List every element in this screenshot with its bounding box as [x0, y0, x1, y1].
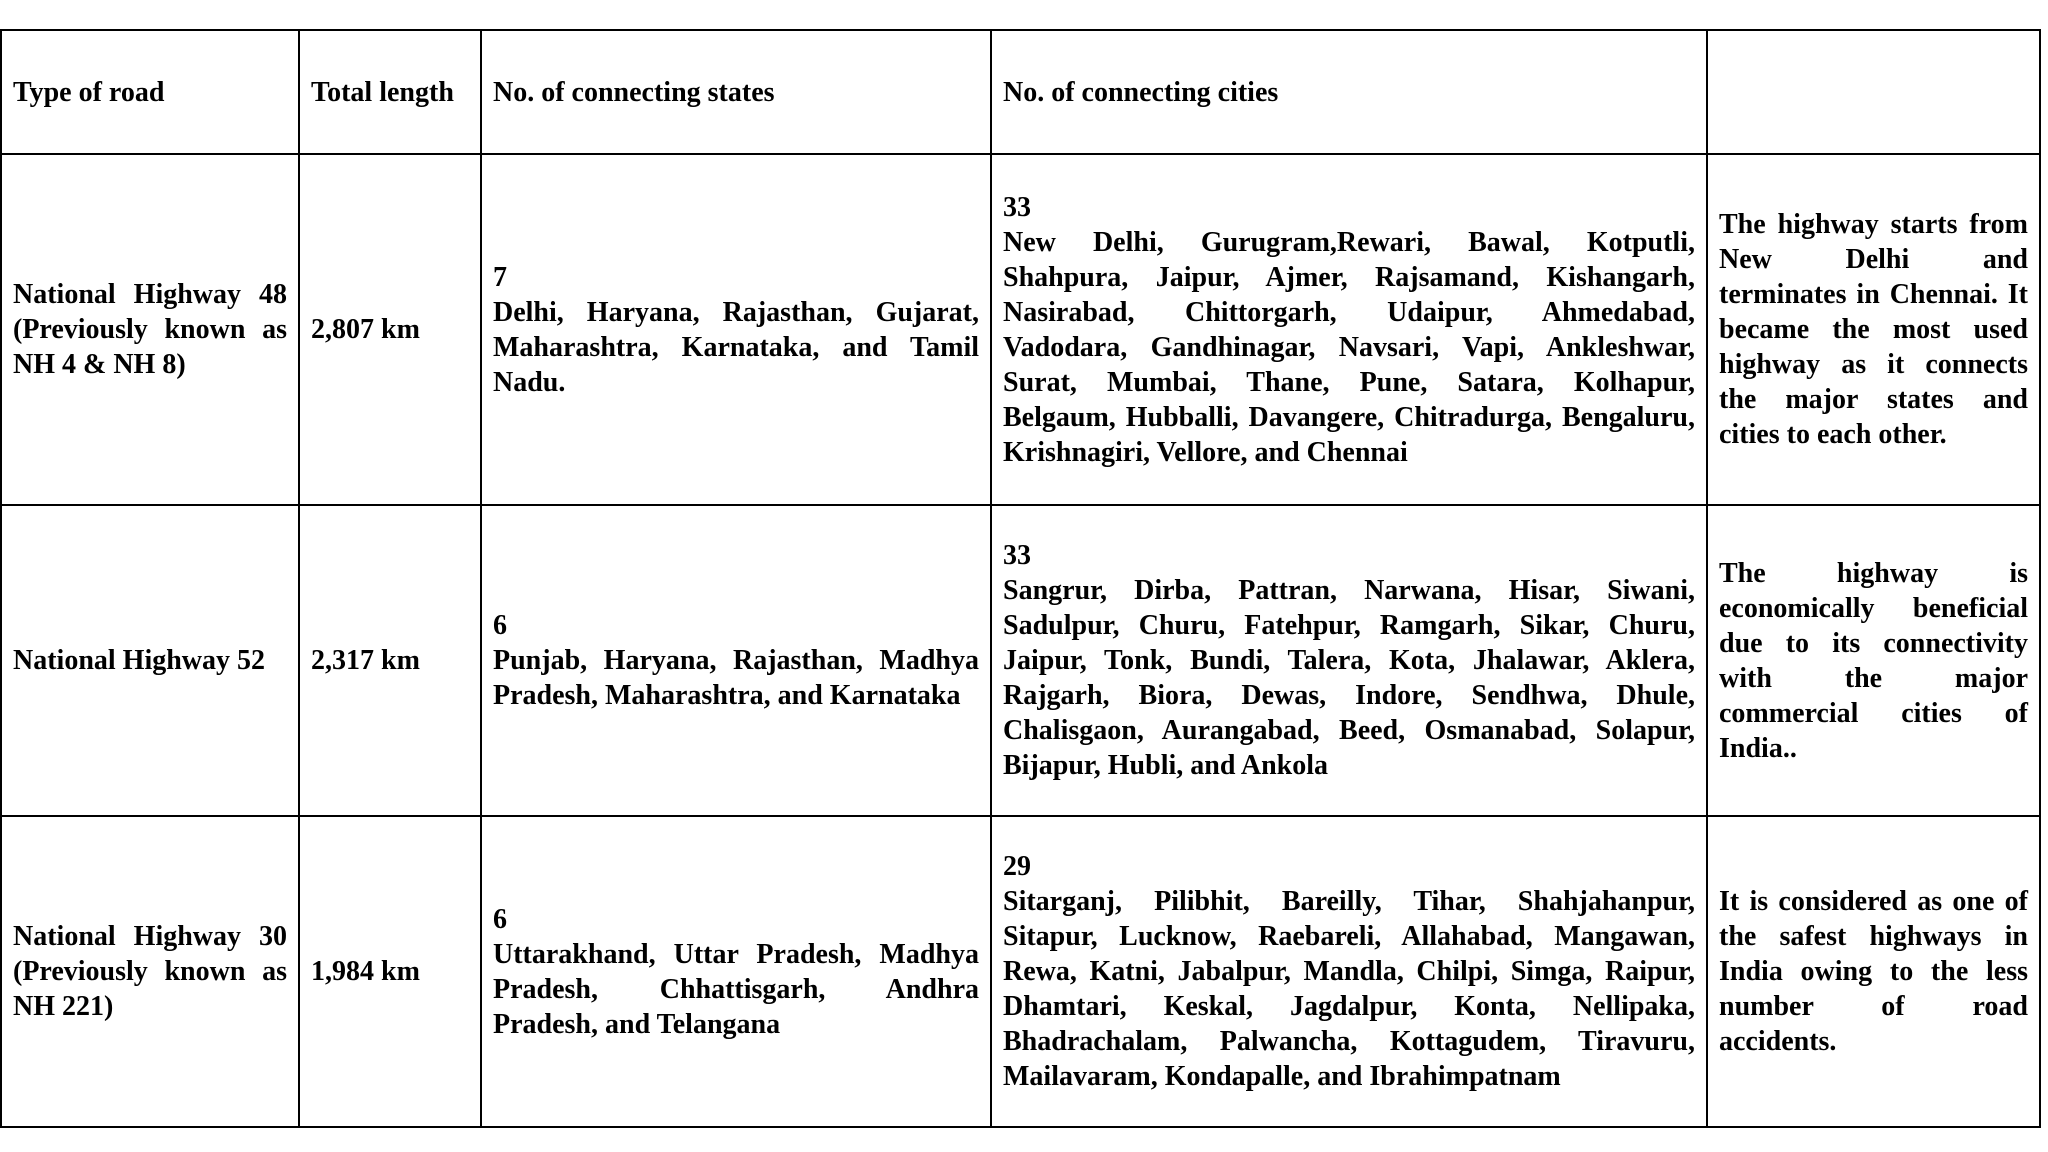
table-row [1, 505, 2040, 816]
header-connecting-states: No. of connecting states [481, 30, 991, 154]
cities-cell [991, 505, 1707, 816]
cities-count: 33 [1003, 540, 1031, 571]
states-count: 6 [493, 610, 507, 641]
states-cell [481, 154, 991, 505]
cities-list: Sitarganj, Pilibhit, Bareilly, Tihar, Shahjahanpur, Sitapur, Lucknow, Raebareli, Allahabad, Mangawan, Rewa, Katni, Jabalpur, Mandla, Chilpi, Simga, Raipur, Dhamtari, Keskal, Jagdalpur, Konta, Nellipaka, Bhadrachalam, Palwancha, Kottagudem, Tiravuru, Mailavaram, Kondapalle, and Ibrahimpatnam [1003, 886, 1695, 1092]
states-list: Uttarakhand, Uttar Pradesh, Madhya Pradesh, Chhattisgarh, Andhra Pradesh, and Telangana [493, 938, 979, 1040]
cities-cell [991, 816, 1707, 1127]
note-cell: It is considered as one of the safest highways in India owing to the less number of road accidents. [1707, 816, 2040, 1127]
cities-list: Sangrur, Dirba, Pattran, Narwana, Hisar, Siwani, Sadulpur, Churu, Fatehpur, Ramgarh, Sikar, Churu, Jaipur, Tonk, Bundi, Talera, Kota, Jhalawar, Aklera, Rajgarh, Biora, Dewas, Indore, Sendhwa, Dhule, Chalisgaon, Aurangabad, Beed, Osmanabad, Solapur, Bijapur, Hubli, and Ankola [1003, 575, 1695, 781]
road-name-cell: National Highway 30 (Previously known as NH 221) [1, 816, 299, 1127]
note-cell: The highway starts from New Delhi and terminates in Chennai. It became the most used highway as it connects the major states and cities to each other. [1707, 154, 2040, 505]
cities-count: 29 [1003, 851, 1031, 882]
states-list: Punjab, Haryana, Rajasthan, Madhya Pradesh, Maharashtra, and Karnataka [493, 645, 979, 711]
cities-cell [991, 154, 1707, 505]
header-connecting-cities: No. of connecting cities [991, 30, 1707, 154]
table-row [1, 816, 2040, 1127]
header-type-of-road: Type of road [1, 30, 299, 154]
length-cell: 2,317 km [299, 505, 481, 816]
header-total-length: Total length [299, 30, 481, 154]
length-cell: 2,807 km [299, 154, 481, 505]
highways-table [0, 29, 2041, 1128]
road-name-cell: National Highway 48 (Previously known as NH 4 & NH 8) [1, 154, 299, 505]
cities-list: New Delhi, Gurugram,Rewari, Bawal, Kotputli, Shahpura, Jaipur, Ajmer, Rajsamand, Kishangarh, Nasirabad, Chittorgarh, Udaipur, Ahmedabad, Vadodara, Gandhinagar, Navsari, Vapi, Ankleshwar, Surat, Mumbai, Thane, Pune, Satara, Kolhapur, Belgaum, Hubballi, Davangere, Chitradurga, Bengaluru, Krishnagiri, Vellore, and Chennai [1003, 226, 1695, 468]
states-cell [481, 505, 991, 816]
table-row [1, 154, 2040, 505]
road-name-cell: National Highway 52 [1, 505, 299, 816]
states-count: 7 [493, 261, 507, 293]
header-notes [1707, 30, 2040, 154]
states-cell [481, 816, 991, 1127]
states-list: Delhi, Haryana, Rajasthan, Gujarat, Maharashtra, Karnataka, and Tamil Nadu. [493, 296, 979, 398]
states-count: 6 [493, 903, 507, 935]
table-header-row [1, 30, 2040, 154]
length-cell: 1,984 km [299, 816, 481, 1127]
note-cell: The highway is economically beneficial due to its connectivity with the major commercial cities of India.. [1707, 505, 2040, 816]
cities-count: 33 [1003, 191, 1031, 223]
